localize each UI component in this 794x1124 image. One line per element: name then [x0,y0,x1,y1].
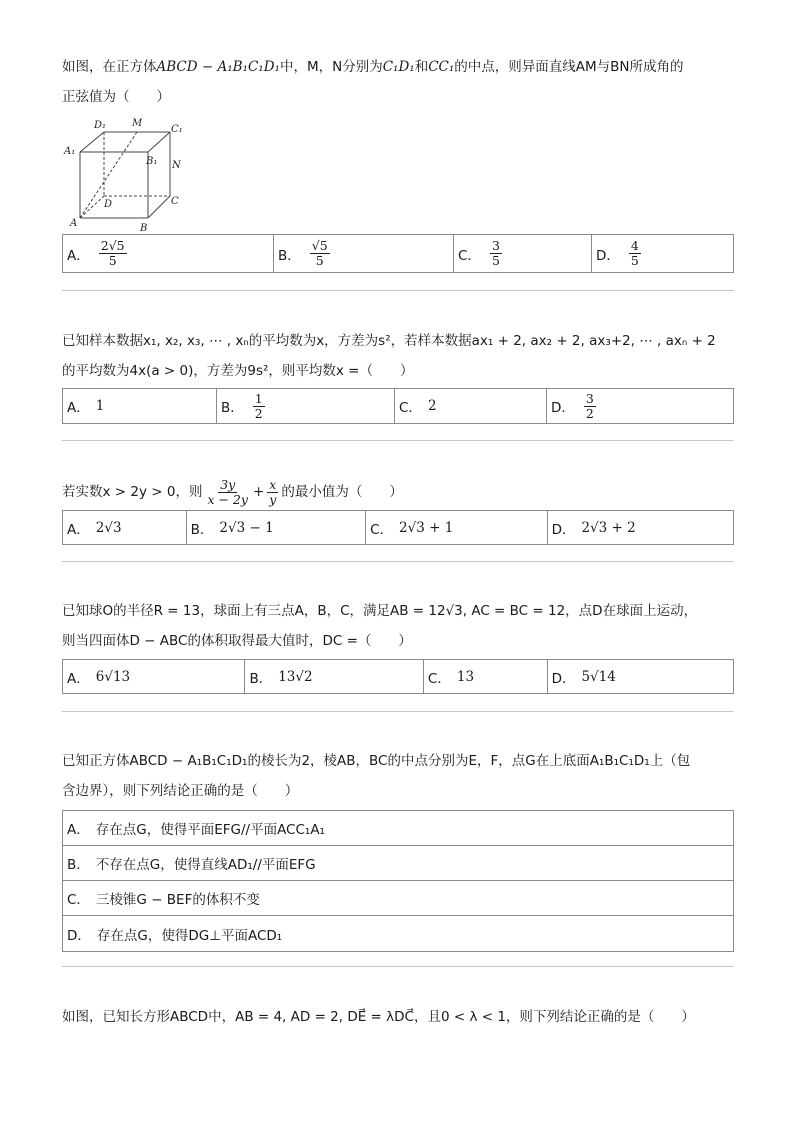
separator [62,711,734,712]
option-c[interactable]: C． 三棱锥G − BEF的体积不变 [63,881,733,916]
question-4 [62,596,734,656]
option-b[interactable]: B． 2√3 − 1 [187,511,366,544]
cube-figure [62,114,192,232]
option-a[interactable]: A． $\frac{2√5}{5}$ [63,235,274,272]
option-a[interactable]: A． 存在点G，使得平面EFG//平面ACC₁A₁ [63,811,733,846]
question-2-stem: 已知样本数据x₁, x₂, x₃, ⋯ , xₙ的平均数为x，方差为s²，若样本数据ax₁ + 2, ax₂ + 2, ax₃+2, ⋯ , axₙ + 2 [62,333,716,349]
option-a[interactable]: A． 6√13 [63,660,245,693]
question-5-options [62,810,734,952]
option-d[interactable]: D． $\frac{4}{5}$ [596,238,639,268]
label-N: N [172,160,181,171]
option-d[interactable]: D． $\frac{3}{2}$ [551,390,594,421]
label-D1: D₁ [94,120,107,131]
option-a[interactable]: A． 2√3 [63,511,187,544]
question-4-stem: 已知球O的半径R = 13，球面上有三点A，B，C，满足AB = 12√3, AC = BC = 12，点D在球面上运动， [62,603,698,619]
label-B: B [140,223,148,232]
option-c[interactable]: C． 13 [424,660,548,693]
question-5-stem-line2: 含边界），则下列结论正确的是（ ） [62,783,299,799]
label-M: M [132,118,143,129]
option-b[interactable]: B． 13√2 [245,660,423,693]
question-5 [62,746,734,806]
question-2 [62,326,734,386]
label-A1: A₁ [64,146,76,157]
option-d[interactable]: D． 2√3 + 2 [551,519,636,538]
label-D: D [104,199,113,210]
question-1 [62,52,734,232]
question-3-options [62,510,734,545]
option-c[interactable]: C． $\frac{3}{5}$ [454,235,592,272]
question-2-options [62,388,734,424]
option-c[interactable]: C． 2√3 + 1 [366,511,547,544]
question-5-stem: 已知正方体ABCD − A₁B₁C₁D₁的棱长为2，棱AB，BC的中点分别为E，F，点G在上底面A₁B₁C₁D₁上（包 [62,753,691,769]
option-b[interactable]: B． $\frac{1}{2}$ [217,389,395,423]
option-b[interactable]: B． 不存在点G，使得直线AD₁//平面EFG [63,846,733,881]
question-2-stem-line2: 的平均数为4x(a > 0)，方差为9s²，则平均数x =（ ） [62,363,414,379]
option-d[interactable]: D． 5√14 [551,668,616,687]
separator [62,561,734,562]
question-1-stem-line2: 正弦值为（ ） [62,89,170,105]
question-4-stem-line2: 则当四面体D − ABC的体积取得最大值时，DC =（ ） [62,633,412,649]
question-6-stem: 如图，已知长方形ABCD中，AB = 4, AD = 2, DE⃗ = λDC⃗，且0 < λ < 1，则下列结论正确的是（ ） [62,1009,695,1025]
label-C1: C₁ [171,124,183,135]
question-4-options [62,659,734,694]
question-1-stem: 如图，在正方体ABCD − A₁B₁C₁D₁中，M，N分别为C₁D₁和CC₁的中点，则异面直线AM与BN所成角的 [62,59,684,75]
question-6 [62,1002,734,1032]
separator [62,966,734,967]
label-B1: B₁ [146,156,158,167]
separator [62,440,734,441]
question-3 [62,474,734,510]
label-C: C [171,196,179,207]
label-A: A [70,218,78,229]
option-a[interactable]: A． 1 [63,389,217,423]
question-1-options [62,234,734,273]
option-c[interactable]: C． 2 [395,389,547,423]
option-d[interactable]: D． 存在点G，使得DG⊥平面ACD₁ [67,927,283,944]
question-3-stem: 若实数x > 2y > 0，则 $\frac{3y}{x - 2y}$ + $\frac{x}{y}$ 的最小值为（ ） [62,476,403,507]
option-b[interactable]: B． $\frac{√5}{5}$ [274,235,454,272]
separator [62,290,734,291]
